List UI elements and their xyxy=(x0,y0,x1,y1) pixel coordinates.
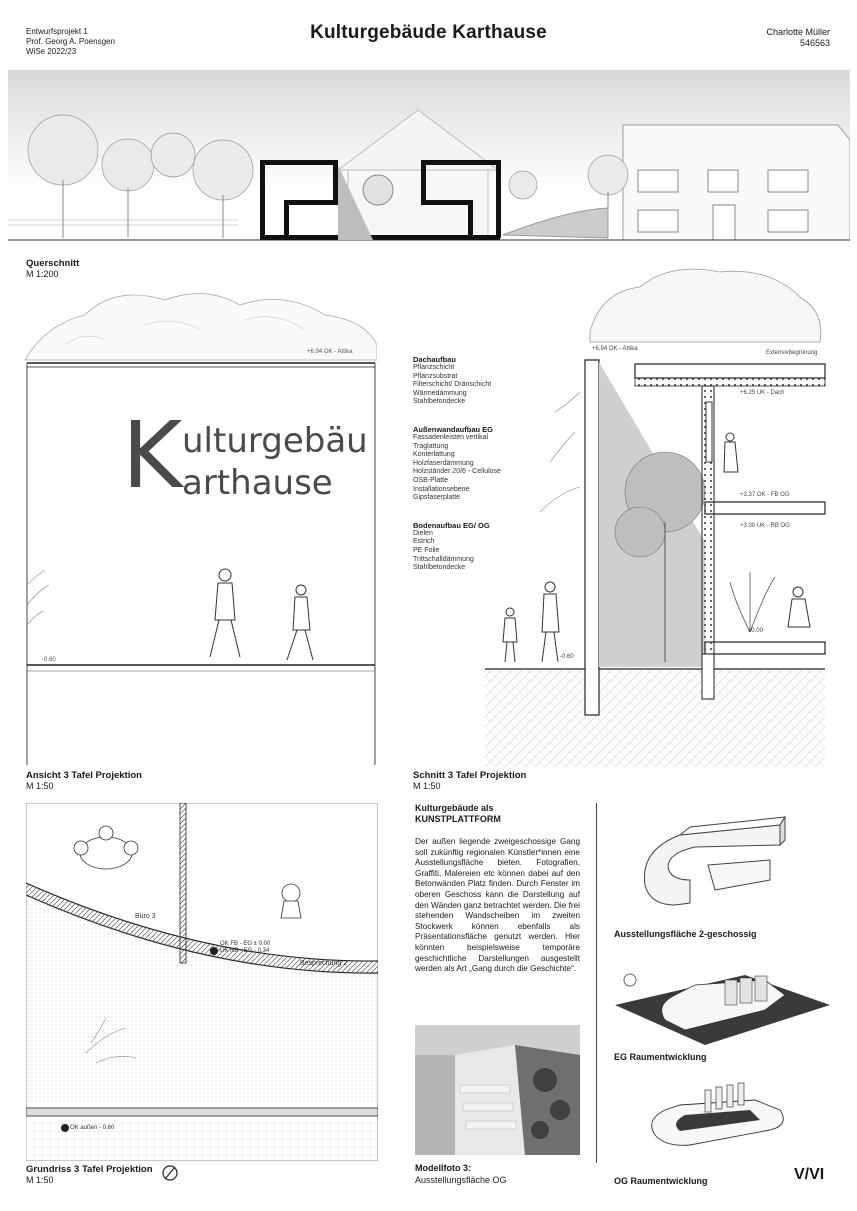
author-name: Charlotte Müller xyxy=(766,27,830,37)
layer-item: Filterschicht/ Dränschicht xyxy=(413,381,492,389)
ansicht-label: Ansicht 3 Tafel Projektion xyxy=(26,770,142,781)
column-divider xyxy=(596,803,597,1163)
north-arrow-icon xyxy=(160,1163,180,1183)
layer-item: Estrich xyxy=(413,538,435,546)
layer-item: Traglattung xyxy=(413,442,449,450)
level-uk-rb-og: +3.00 UK - RB OG xyxy=(740,523,790,529)
layer-item: Gipsfaserplatte xyxy=(413,494,461,502)
layer-item: Installationsebene xyxy=(413,485,470,493)
level-uk-rb-eg: UK RB - EG - 0.34 xyxy=(220,948,270,954)
page-number: V/VI xyxy=(794,1166,825,1183)
querschnitt-scale: M 1:200 xyxy=(26,269,59,279)
room-label-office: Büro 3 xyxy=(135,913,156,920)
model-photo-caption: Ausstellungsfläche OG xyxy=(415,1175,507,1185)
layer-title-wall: Außenwandaufbau EG xyxy=(413,424,494,434)
querschnitt-label: Querschnitt xyxy=(26,258,80,269)
level-attika: +6.94 OK - Attika xyxy=(592,346,638,352)
layer-item: Holzständer 20/6 - Cellulose xyxy=(413,468,501,476)
diagram-label-2: EG Raumentwicklung xyxy=(614,1052,707,1062)
semester: WiSe 2022/23 xyxy=(26,47,77,56)
ansicht-scale: M 1:50 xyxy=(26,781,54,791)
layer-item: Pflanzsubstrat xyxy=(413,372,458,380)
layer-item: Stahlbetondecke xyxy=(413,564,466,572)
page-title: Kulturgebäude Karthause xyxy=(310,22,547,43)
diagram-eg-development xyxy=(615,950,830,1050)
professor-name: Prof. Georg A. Poensgen xyxy=(26,37,115,46)
matriculation-number: 546563 xyxy=(799,38,830,48)
level-ground: -0.60 xyxy=(560,654,574,660)
schnitt-label: Schnitt 3 Tafel Projektion xyxy=(413,770,527,781)
layer-item: Trittschalldämmung xyxy=(413,555,474,563)
level-ok-fb-og: +3.37 OK - FB OG xyxy=(740,492,790,498)
author-block xyxy=(766,27,830,49)
logo-line1: ulturgebäu xyxy=(182,421,368,461)
diagram-label-3: OG Raumentwicklung xyxy=(614,1176,708,1186)
header-meta xyxy=(26,27,115,57)
model-photo-label: Modellfoto 3: xyxy=(415,1163,471,1173)
layer-title-roof: Dachaufbau xyxy=(413,355,456,364)
logo-line2: arthause xyxy=(182,463,333,503)
layer-item: Pflanzschicht xyxy=(413,364,455,371)
level-ok-aussen: OK außen - 0.60 xyxy=(70,1125,115,1131)
layer-item: OSB-Platte xyxy=(413,476,449,484)
layer-item: Dielen xyxy=(413,529,433,537)
concept-heading-2: KUNSTPLATTFORM xyxy=(415,814,501,824)
layer-item: Fassadenleisten vertikal xyxy=(413,433,489,441)
concept-text: Der außen liegende zweigeschossige Gang soll zukünftig regionalen Künstler*innen eine Ausstellungsfläche bieten. Fotografien, Graffiti, Malereien etc können dabei auf den Betonwänden Platz finden. Durch Fenster im oberen Geschoss kann die Darstellung auf den Wänden ganz betrachtet werden. Die frei stehenden Wandscheiben im zweiten Stockwerk können ebenfalls als Präsentationsfläche genutzt werden. Hier könnten beispielsweise temporäre geschichtliche Darstellungen ausgestellt werden als Art „Gang durch die Geschichte“. xyxy=(415,837,580,974)
layer-item: PE Folie xyxy=(413,546,440,554)
level-zero: ±0.00 xyxy=(748,628,763,634)
layer-item: Konterlattung xyxy=(413,451,455,459)
elevation-drawing xyxy=(25,285,377,765)
ansicht-level-ground: -0.60 xyxy=(42,657,56,663)
section-drawing xyxy=(480,262,830,767)
room-label-meeting: Besprechung 2 xyxy=(300,960,348,967)
course-name: Entwurfsprojekt 1 xyxy=(26,27,88,36)
floor-plan-drawing xyxy=(26,803,378,1161)
layer-item: Stahlbetondecke xyxy=(413,398,466,406)
logo-k: K xyxy=(122,402,183,509)
layer-item: Wärmedämmung xyxy=(413,389,467,397)
label-extensive-greening: Extensivbegrünung xyxy=(766,350,818,356)
concept-block xyxy=(415,803,580,975)
layer-item: Holzfaserdämmung xyxy=(413,459,474,467)
level-uk-dach: +6.25 UK - Dach xyxy=(740,390,785,396)
grundriss-label: Grundriss 3 Tafel Projektion xyxy=(26,1164,153,1175)
grundriss-scale: M 1:50 xyxy=(26,1175,54,1185)
cross-section-panorama xyxy=(8,70,850,248)
concept-heading-1: Kulturgebäude als xyxy=(415,803,494,813)
diagram-exhibition-2-storey xyxy=(620,805,830,920)
schnitt-scale: M 1:50 xyxy=(413,781,441,791)
level-ok-fb-eg: OK FB - EG ± 0.00 xyxy=(220,941,271,947)
diagram-og-development xyxy=(640,1075,800,1155)
model-photo xyxy=(415,1025,580,1155)
ansicht-level-top: +6.94 OK - Attika xyxy=(307,349,353,355)
diagram-label-1: Ausstellungsfläche 2-geschossig xyxy=(614,929,757,939)
layer-title-floor: Bodenaufbau EG/ OG xyxy=(413,520,490,530)
